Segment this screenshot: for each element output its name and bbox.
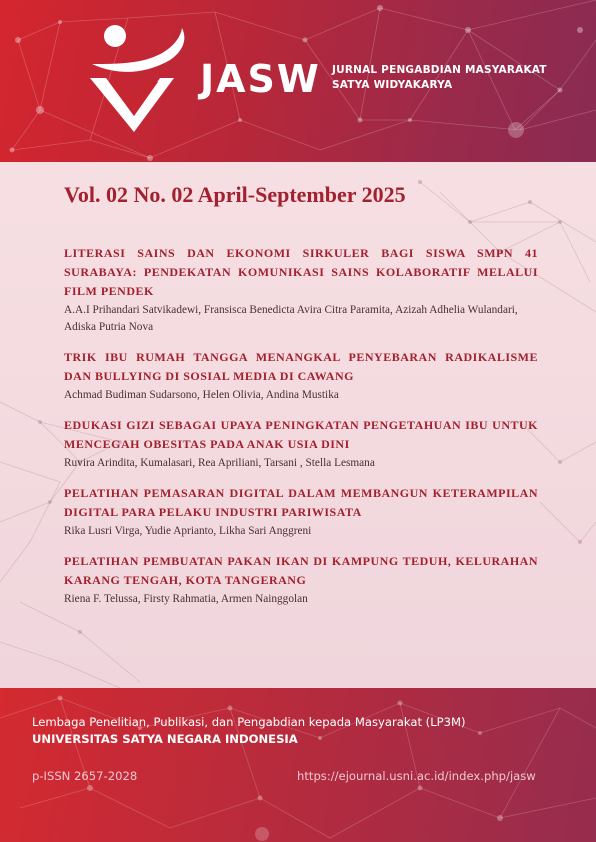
issue-volume-line: Vol. 02 No. 02 April-September 2025 (64, 182, 406, 207)
article-item (64, 244, 538, 336)
jasw-runner-logo-icon (82, 20, 192, 134)
article-title: PELATIHAN PEMASARAN DIGITAL DALAM MEMBANGUN KETERAMPILAN DIGITAL PARA PELAKU INDUSTRI PARIWISATA (64, 486, 538, 519)
journal-name-line2: SATYA WIDYAKARYA (332, 79, 453, 91)
university-name: UNIVERSITAS SATYA NEGARA INDONESIA (32, 732, 298, 746)
journal-name (332, 63, 547, 93)
issn-number: p-ISSN 2657-2028 (32, 769, 138, 783)
article-item (64, 484, 538, 540)
jasw-wordmark: JASW (200, 57, 321, 101)
article-authors: Riena F. Telussa, Firsty Rahmatia, Armen Nainggolan (64, 593, 308, 605)
article-authors: A.A.I Prihandari Satvikadewi, Fransisca Benedicta Avira Citra Paramita, Azizah Adhelia Wulandari, Adiska Putria Nova (64, 304, 518, 333)
article-item (64, 552, 538, 608)
article-title: TRIK IBU RUMAH TANGGA MENANGKAL PENYEBARAN RADIKALISME DAN BULLYING DI SOSIAL MEDIA DI CAWANG (64, 350, 538, 383)
article-title: EDUKASI GIZI SEBAGAI UPAYA PENINGKATAN PENGETAHUAN IBU UNTUK MENCEGAH OBESITAS PADA ANAK USIA DINI (64, 418, 538, 451)
cover-footer (0, 688, 596, 842)
journal-url-link[interactable]: https://ejournal.usni.ac.id/index.php/jasw (297, 769, 536, 783)
article-item (64, 348, 538, 404)
article-authors: Rika Lusri Virga, Yudie Aprianto, Likha Sari Anggreni (64, 525, 312, 537)
article-item (64, 416, 538, 472)
article-authors: Achmad Budiman Sudarsono, Helen Olivia, Andina Mustika (64, 389, 339, 401)
network-pattern-decoration (0, 688, 596, 842)
journal-name-line1: JURNAL PENGABDIAN MASYARAKAT (332, 64, 547, 76)
publisher-name: Lembaga Penelitian, Publikasi, dan Pengabdian kepada Masyarakat (LP3M) (32, 715, 466, 729)
cover-header (0, 0, 596, 162)
article-title: LITERASI SAINS DAN EKONOMI SIRKULER BAGI SISWA SMPN 41 SURABAYA: PENDEKATAN KOMUNIKASI SAINS KOLABORATIF MELALUI FILM PENDEK (64, 246, 538, 298)
article-title: PELATIHAN PEMBUATAN PAKAN IKAN DI KAMPUNG TEDUH, KELURAHAN KARANG TENGAH, KOTA TANGERANG (64, 554, 538, 587)
article-authors: Ruvira Arindita, Kumalasari, Rea Apriliani, Tarsani , Stella Lesmana (64, 457, 375, 469)
article-list (64, 244, 538, 620)
